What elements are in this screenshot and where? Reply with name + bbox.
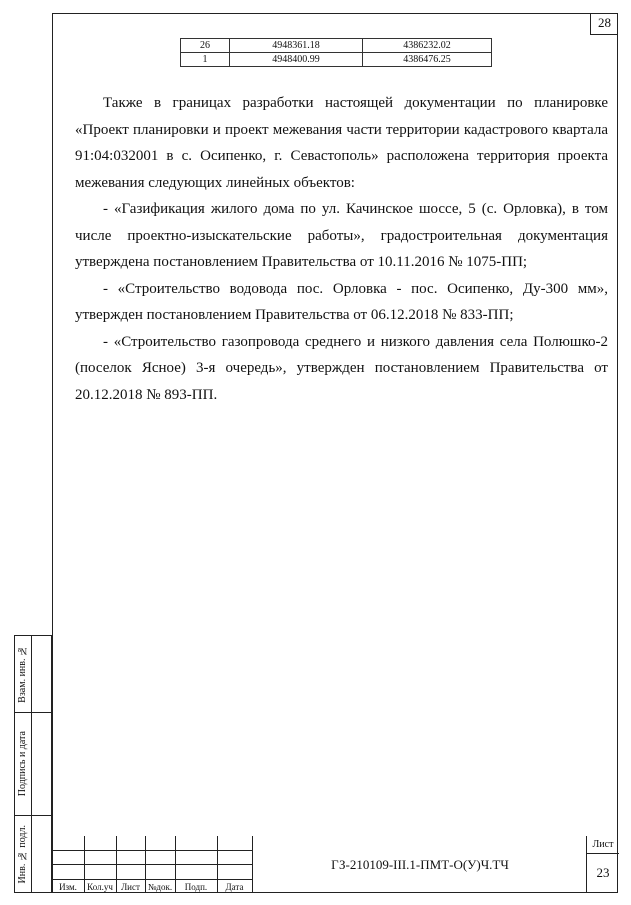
sheet-label: Лист [587,836,619,854]
table-cell-point: 1 [181,53,230,67]
header-list: Лист [121,882,140,892]
paragraph-item-gas-pipeline: - «Строительство газопровода среднего и низкого давления села Полюшко-2 (поселок Ясное) 3-я очередь», утвержден постановлением Правительства от 20.12.2018 № 893-ПП. [75,333,608,403]
header-data: Дата [225,882,244,892]
paragraph-item-gasification: - «Газификация жилого дома по ул. Качинское шоссе, 5 (с. Орловка), в том числе проектно-изыскательские работы», градостроительная документация утверждена постановлением Правительства от 10.11.2016 № 1075-ПП; [75,201,608,270]
side-label-inv-podl: Инв. № подл. [17,824,28,884]
page-number: 28 [590,13,618,35]
table-cell-x: 4948400.99 [230,53,363,67]
document-code: ГЗ-210109-III.1-ПМТ-О(У)Ч.ТЧ [252,836,587,893]
table-row [181,39,492,53]
header-izm: Изм. [59,882,77,892]
table-cell-y: 4386232.02 [363,39,492,53]
paragraph-intro: Также в границах разработки настоящей документации по планировке «Проект планировки и проект межевания части территории кадастрового квартала 91:04:032001 в с. Осипенко, г. Севастополь» расположена территория проекта межевания следующих линейных объектов: [75,95,608,191]
table-cell-point: 26 [181,39,230,53]
sheet-number: 23 [596,865,610,880]
table-cell-x: 4948361.18 [230,39,363,53]
header-podp: Подп. [184,882,208,892]
paragraph-item-water-pipeline: - «Строительство водовода пос. Орловка - пос. Осипенко, Ду-300 мм», утвержден постановлением Правительства от 06.12.2018 № 833-ПП; [75,280,608,323]
coordinate-table [180,38,492,67]
side-label-vzam-inv: Взам. инв. № [17,644,28,703]
header-kol-uch: Кол.уч [87,882,113,892]
table-row [181,53,492,67]
table-cell-y: 4386476.25 [363,53,492,67]
body-text [75,90,608,408]
header-ndok: №док. [147,882,173,892]
side-stamp [14,635,52,893]
title-block [52,836,618,893]
side-label-podpis-data: Подпись и дата [17,730,28,797]
sheet-cell [586,836,619,893]
